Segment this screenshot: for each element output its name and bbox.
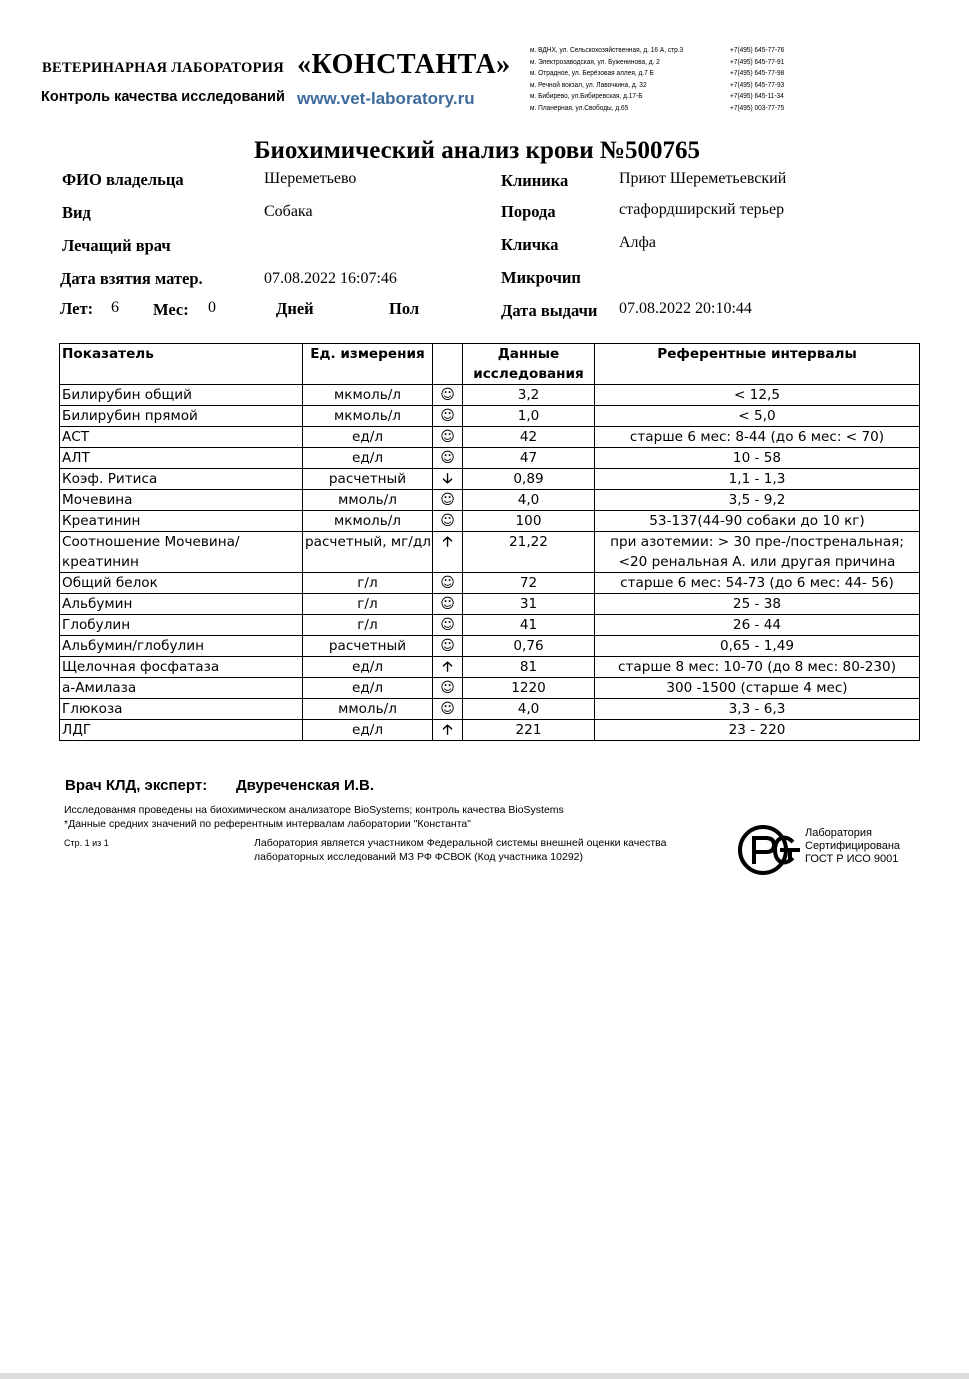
parameter-unit: ед/л [303, 427, 433, 448]
header-result: Данные исследования [463, 344, 595, 385]
parameter-value: 0,76 [463, 636, 595, 657]
reference-interval: 0,65 - 1,49 [595, 636, 920, 657]
address-line: м. Отрадное, ул. Берёзовая аллея, д.7 Б [530, 68, 654, 77]
reference-interval: при азотемии: > 30 пре-/постренальная; <20 ренальная А. или другая причина [595, 532, 920, 573]
parameter-name: АЛТ [60, 448, 303, 469]
parameter-value: 1220 [463, 678, 595, 699]
table-row [60, 615, 920, 636]
federal-program-note [254, 836, 666, 864]
table-row [60, 448, 920, 469]
smiley-icon: ☺ [433, 636, 463, 657]
reference-interval: 3,3 - 6,3 [595, 699, 920, 720]
parameter-value: 3,2 [463, 385, 595, 406]
analyzer-note: Исследованмя проведены на биохимическом анализаторе BioSystems; контроль качества BioSystems [64, 804, 564, 816]
parameter-name: Билирубин общий [60, 385, 303, 406]
years-value: 6 [111, 299, 119, 316]
nickname-label: Кличка [501, 235, 559, 254]
months-label: Мес: [153, 300, 189, 319]
reference-note: *Данные средних значений по референтным интервалам лаборатории "Константа" [64, 818, 471, 830]
parameter-unit: мкмоль/л [303, 385, 433, 406]
parameter-unit: ед/л [303, 678, 433, 699]
smiley-icon: ☺ [433, 594, 463, 615]
table-row [60, 406, 920, 427]
parameter-name: Альбумин [60, 594, 303, 615]
reference-interval: < 12,5 [595, 385, 920, 406]
breed-label: Порода [501, 202, 556, 221]
parameter-unit: г/л [303, 594, 433, 615]
doctor-label: Лечащий врач [62, 236, 171, 255]
reference-interval: 26 - 44 [595, 615, 920, 636]
parameter-value: 31 [463, 594, 595, 615]
reference-interval: 3,5 - 9,2 [595, 490, 920, 511]
table-row [60, 573, 920, 594]
results-table [59, 343, 920, 741]
smiley-icon: ☺ [433, 511, 463, 532]
days-label: Дней [276, 299, 314, 318]
table-row [60, 511, 920, 532]
parameter-value: 100 [463, 511, 595, 532]
table-row [60, 469, 920, 490]
parameter-name: Общий белок [60, 573, 303, 594]
parameter-value: 72 [463, 573, 595, 594]
smiley-icon: ☺ [433, 678, 463, 699]
arrow-up-icon: 🡡 [433, 532, 463, 573]
sex-label: Пол [389, 299, 420, 318]
certification-logo-icon [737, 824, 803, 876]
parameter-name: Коэф. Ритиса [60, 469, 303, 490]
breed-value: стафордширский терьер [619, 201, 785, 218]
parameter-unit: г/л [303, 573, 433, 594]
parameter-value: 47 [463, 448, 595, 469]
table-header-row [60, 344, 920, 385]
reference-interval: 53-137(44-90 собаки до 10 кг) [595, 511, 920, 532]
expert-label: Врач КЛД, эксперт: [65, 777, 208, 794]
reference-interval: 300 -1500 (старше 4 мес) [595, 678, 920, 699]
reference-interval: старше 8 мес: 10-70 (до 8 мес: 80-230) [595, 657, 920, 678]
parameter-value: 21,22 [463, 532, 595, 573]
address-line: м. Электрозаводская, ул. Буженинова, д. 2 [530, 56, 660, 66]
website-link[interactable]: www.vet-laboratory.ru [297, 89, 475, 108]
parameter-value: 1,0 [463, 406, 595, 427]
header-unit: Ед. измерения [303, 344, 433, 385]
species-label: Вид [62, 203, 91, 222]
parameter-value: 41 [463, 615, 595, 636]
table-row [60, 427, 920, 448]
phone-line: +7(495) 645-77-91 [730, 56, 785, 66]
parameter-name: Билирубин прямой [60, 406, 303, 427]
parameter-unit: расчетный [303, 636, 433, 657]
parameter-value: 81 [463, 657, 595, 678]
expert-name: Двуреченская И.В. [236, 777, 374, 794]
parameter-name: Щелочная фосфатаза [60, 657, 303, 678]
table-row [60, 636, 920, 657]
reference-interval: 10 - 58 [595, 448, 920, 469]
reference-interval: 25 - 38 [595, 594, 920, 615]
phone-line: +7(495) 645-77-93 [730, 79, 785, 89]
reference-interval: 23 - 220 [595, 720, 920, 741]
document-title: Биохимический анализ крови №500765 [254, 137, 701, 164]
parameter-unit: ммоль/л [303, 490, 433, 511]
reference-interval: старше 6 мес: 8-44 (до 6 мес: < 70) [595, 427, 920, 448]
arrow-up-icon: 🡡 [433, 720, 463, 741]
parameter-name: Альбумин/глобулин [60, 636, 303, 657]
reference-interval: старше 6 мес: 54-73 (до 6 мес: 44- 56) [595, 573, 920, 594]
smiley-icon: ☺ [433, 573, 463, 594]
table-row [60, 594, 920, 615]
parameter-unit: ммоль/л [303, 699, 433, 720]
arrow-down-icon: 🡣 [433, 469, 463, 490]
issue-date-label: Дата выдачи [501, 301, 598, 320]
parameter-unit: ед/л [303, 720, 433, 741]
address-line: м. ВДНХ, ул. Сельскохозяйственная, д. 16 А, стр.3 [530, 45, 684, 54]
smiley-icon: ☺ [433, 615, 463, 636]
page-bottom-edge [0, 1373, 969, 1379]
parameter-name: Соотношение Мочевина/креатинин [60, 532, 303, 573]
table-row [60, 657, 920, 678]
header-parameter: Показатель [60, 344, 303, 385]
cert-line: Сертифицирована [805, 840, 901, 852]
federal-line: Лаборатория является участником Федеральной системы внешней оценки качества [254, 837, 667, 849]
address-line: м. Бибирево, ул.Бибиревская, д.17-Б [530, 91, 643, 100]
cert-line: ГОСТ Р ИСО 9001 [805, 853, 899, 865]
parameter-value: 221 [463, 720, 595, 741]
arrow-up-icon: 🡡 [433, 657, 463, 678]
parameter-unit: мкмоль/л [303, 406, 433, 427]
address-list [530, 44, 683, 113]
years-label: Лет: [60, 299, 94, 318]
quality-control-text: Контроль качества исследований [41, 89, 285, 105]
parameter-value: 4,0 [463, 490, 595, 511]
lab-prefix: ВЕТЕРИНАРНАЯ ЛАБОРАТОРИЯ [42, 60, 285, 76]
reference-interval: < 5,0 [595, 406, 920, 427]
parameter-name: ЛДГ [60, 720, 303, 741]
phone-list [730, 44, 784, 113]
header-flag [433, 344, 463, 385]
parameter-unit: г/л [303, 615, 433, 636]
table-row [60, 532, 920, 573]
owner-value: Шереметьево [264, 170, 357, 187]
table-row [60, 720, 920, 741]
phone-line: +7(495) 645-77-98 [730, 68, 785, 77]
reference-interval: 1,1 - 1,3 [595, 469, 920, 490]
smiley-icon: ☺ [433, 427, 463, 448]
cert-line: Лаборатория [805, 827, 872, 839]
smiley-icon: ☺ [433, 406, 463, 427]
parameter-value: 4,0 [463, 699, 595, 720]
parameter-unit: ед/л [303, 448, 433, 469]
parameter-name: Глюкоза [60, 699, 303, 720]
months-value: 0 [208, 299, 216, 316]
parameter-name: а-Амилаза [60, 678, 303, 699]
phone-line: +7(495) 645-77-76 [730, 45, 785, 54]
address-line: м. Планерная, ул.Свободы, д.65 [530, 102, 629, 112]
issue-date-value: 07.08.2022 20:10:44 [619, 300, 752, 317]
parameter-unit: расчетный [303, 469, 433, 490]
parameter-value: 0,89 [463, 469, 595, 490]
smiley-icon: ☺ [433, 490, 463, 511]
microchip-label: Микрочип [501, 268, 581, 287]
lab-name: «КОНСТАНТА» [297, 49, 511, 80]
federal-line: лабораторных исследований МЗ РФ ФСВОК (Код участника 10292) [254, 851, 584, 863]
smiley-icon: ☺ [433, 699, 463, 720]
certification-text [805, 827, 900, 866]
parameter-name: Мочевина [60, 490, 303, 511]
table-row [60, 490, 920, 511]
address-line: м. Речной вокзал, ул. Лавочкина, д. 32 [530, 79, 647, 89]
smiley-icon: ☺ [433, 448, 463, 469]
parameter-name: Креатинин [60, 511, 303, 532]
nickname-value: Алфа [619, 234, 657, 251]
phone-line: +7(495) 645-11-34 [730, 91, 784, 100]
clinic-label: Клиника [501, 171, 569, 190]
smiley-icon: ☺ [433, 385, 463, 406]
sample-date-label: Дата взятия матер. [60, 269, 203, 288]
header-reference: Референтные интервалы [595, 344, 920, 385]
parameter-unit: расчетный, мг/дл [303, 532, 433, 573]
sample-date-value: 07.08.2022 16:07:46 [264, 270, 397, 287]
page-number: Стр. 1 из 1 [64, 838, 109, 848]
table-row [60, 678, 920, 699]
phone-line: +7(495) 003-77-75 [730, 102, 785, 112]
species-value: Собака [264, 203, 313, 220]
owner-label: ФИО владельца [62, 170, 184, 189]
table-row [60, 385, 920, 406]
parameter-name: АСТ [60, 427, 303, 448]
parameter-value: 42 [463, 427, 595, 448]
parameter-unit: мкмоль/л [303, 511, 433, 532]
table-row [60, 699, 920, 720]
parameter-unit: ед/л [303, 657, 433, 678]
clinic-value: Приют Шереметьевский [619, 170, 787, 187]
parameter-name: Глобулин [60, 615, 303, 636]
